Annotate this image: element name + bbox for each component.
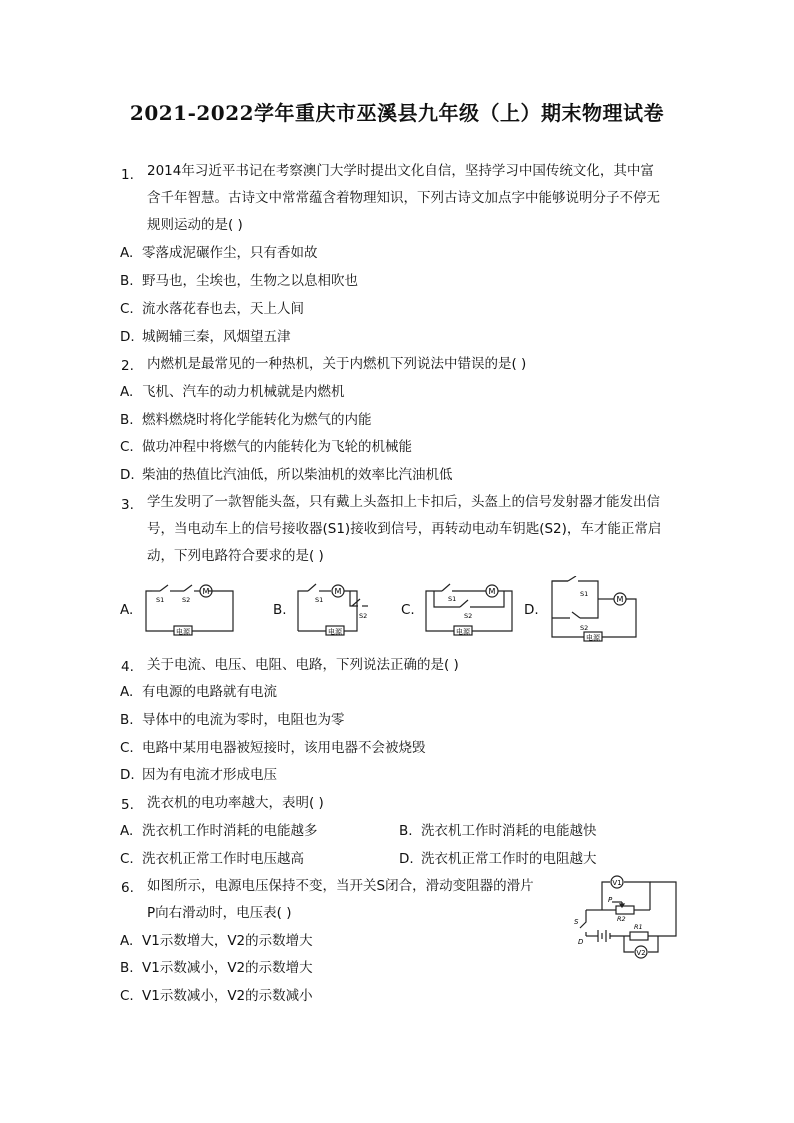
circuit-d-diagram[interactable] xyxy=(546,576,642,642)
q6-r1-label: R1 xyxy=(634,923,643,931)
circuit-c-motor: M xyxy=(488,587,496,596)
page-title: 2021-2022学年重庆市巫溪县九年级（上）期末物理试卷 xyxy=(129,101,665,125)
question-5-option-b[interactable]: B. 洗衣机工作时消耗的电能越快 xyxy=(399,823,597,839)
question-3-number: 3. xyxy=(121,497,134,513)
question-5-option-a[interactable]: A. 洗衣机工作时消耗的电能越多 xyxy=(120,823,318,839)
circuit-d-s1: S1 xyxy=(580,590,589,598)
circuit-b-diagram[interactable] xyxy=(292,580,394,638)
circuit-b-s1: S1 xyxy=(315,596,324,604)
question-3-stem-line-1: 学生发明了一款智能头盔，只有戴上头盔扣上卡扣后，头盔上的信号发射器才能发出信 xyxy=(147,494,660,510)
question-1-option-a[interactable]: A. 零落成泥碾作尘，只有香如故 xyxy=(120,245,318,261)
circuit-a-diagram[interactable] xyxy=(140,580,240,638)
circuit-c-s1: S1 xyxy=(448,595,457,603)
circuit-a-label[interactable]: A. xyxy=(120,602,134,618)
question-3-stem-line-3: 动，下列电路符合要求的是( ) xyxy=(147,548,324,564)
q6-s-label: S xyxy=(574,918,579,926)
question-5-option-c[interactable]: C. 洗衣机正常工作时电压越高 xyxy=(120,851,304,867)
question-1-stem-line-3: 规则运动的是( ) xyxy=(147,217,243,233)
circuit-d-label[interactable]: D. xyxy=(524,602,539,618)
question-2-option-d[interactable]: D. 柴油的热值比汽油低，所以柴油机的效率比汽油机低 xyxy=(120,467,453,483)
question-6-option-a[interactable]: A. V1示数增大，V2的示数增大 xyxy=(120,933,313,949)
circuit-a-motor: M xyxy=(202,587,210,596)
question-1-stem-line-2: 含千年智慧。古诗文中常常蕴含着物理知识，下列古诗文加点字中能够说明分子不停无 xyxy=(147,190,660,206)
question-4-option-c[interactable]: C. 电路中某用电器被短接时，该用电器不会被烧毁 xyxy=(120,740,426,756)
circuit-b-label[interactable]: B. xyxy=(273,602,287,618)
question-4-stem-line-1: 关于电流、电压、电阻、电路，下列说法正确的是( ) xyxy=(147,657,459,673)
question-5-number: 5. xyxy=(121,797,134,813)
question-1-option-b[interactable]: B. 野马也，尘埃也，生物之以息相吹也 xyxy=(120,273,358,289)
q6-r2-label: R2 xyxy=(617,915,626,923)
circuit-b-source: 电源 xyxy=(328,628,342,636)
question-1-stem-line-1: 2014年习近平书记在考察澳门大学时提出文化自信，坚持学习中国传统文化，其中富 xyxy=(147,163,654,179)
circuit-a-s2: S2 xyxy=(182,596,191,604)
question-2-number: 2. xyxy=(121,358,134,374)
q6-p-label: P xyxy=(608,896,613,904)
q6-d-label: D xyxy=(578,938,584,946)
q6-v2-label: V2 xyxy=(636,949,646,957)
circuit-c-s2: S2 xyxy=(464,612,473,620)
question-4-option-b[interactable]: B. 导体中的电流为零时，电阻也为零 xyxy=(120,712,345,728)
circuit-d-source: 电源 xyxy=(586,634,600,642)
circuit-b-motor: M xyxy=(334,587,342,596)
question-6-stem-line-2: P向右滑动时，电压表( ) xyxy=(147,905,292,921)
question-4-number: 4. xyxy=(121,659,134,675)
question-5-stem-line-1: 洗衣机的电功率越大，表明( ) xyxy=(147,795,324,811)
circuit-c-diagram[interactable] xyxy=(420,580,520,638)
question-2-option-c[interactable]: C. 做功冲程中将燃气的内能转化为飞轮的机械能 xyxy=(120,439,412,455)
question-4-option-a[interactable]: A. 有电源的电路就有电流 xyxy=(120,684,277,700)
question-1-number: 1. xyxy=(121,167,134,183)
question-2-option-b[interactable]: B. 燃料燃烧时将化学能转化为燃气的内能 xyxy=(120,412,372,428)
question-2-option-a[interactable]: A. 飞机、汽车的动力机械就是内燃机 xyxy=(120,384,345,400)
circuit-b-s2: S2 xyxy=(359,612,368,620)
circuit-c-source: 电源 xyxy=(456,628,470,636)
circuit-c-label[interactable]: C. xyxy=(401,602,415,618)
circuit-d-motor: M xyxy=(616,595,624,604)
question-6-stem-line-1: 如图所示，电源电压保持不变，当开关S闭合，滑动变阻器的滑片 xyxy=(147,878,534,894)
question-4-option-d[interactable]: D. 因为有电流才形成电压 xyxy=(120,767,277,783)
circuit-d-s2: S2 xyxy=(580,624,589,632)
question-6-circuit-diagram xyxy=(572,872,684,962)
question-1-option-d[interactable]: D. 城阙辅三秦，风烟望五津 xyxy=(120,329,291,345)
q6-v1-label: V1 xyxy=(612,879,622,887)
circuit-a-source: 电源 xyxy=(176,628,190,636)
question-6-option-b[interactable]: B. V1示数减小，V2的示数增大 xyxy=(120,960,313,976)
question-6-number: 6. xyxy=(121,880,134,896)
question-5-option-d[interactable]: D. 洗衣机正常工作时的电阻越大 xyxy=(399,851,597,867)
question-6-option-c[interactable]: C. V1示数减小，V2的示数减小 xyxy=(120,988,313,1004)
question-3-stem-line-2: 号，当电动车上的信号接收器(S1)接收到信号，再转动电动车钥匙(S2)，车才能正常启 xyxy=(147,521,662,537)
circuit-a-s1: S1 xyxy=(156,596,165,604)
question-1-option-c[interactable]: C. 流水落花春也去，天上人间 xyxy=(120,301,304,317)
question-2-stem-line-1: 内燃机是最常见的一种热机，关于内燃机下列说法中错误的是( ) xyxy=(147,356,527,372)
